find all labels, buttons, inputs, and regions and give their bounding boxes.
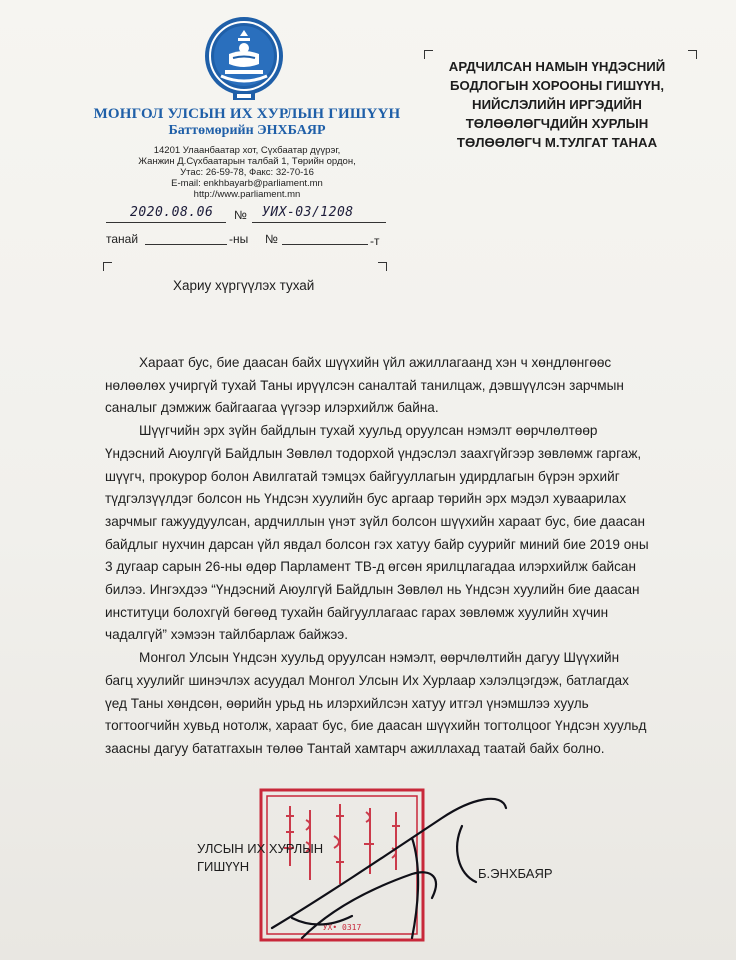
body-line: нөлөөлөх учиргүй тухай Таны ирүүлсэн саналтай танилцаж, дэвшүүлсэн зарчмын xyxy=(105,377,624,393)
reply-mid: -ны xyxy=(229,232,249,246)
body-line: саналыг дэмжиж байгаагаа үүгээр илэрхийлж байна. xyxy=(105,400,439,416)
signatory-name: Б.ЭНХБАЯР xyxy=(478,866,553,881)
body-line: Шүүгчийн эрх зүйн байдлын тухай хуульд оруулсан нэмэлт өөрчлөлтөөр xyxy=(105,423,598,439)
address-line: Жанжин Д.Сүхбаатарын талбай 1, Төрийн ордон, xyxy=(138,156,356,167)
recipient-line: НИЙСЛЭЛИЙН ИРГЭДИЙН xyxy=(472,97,642,112)
reply-number-label: № xyxy=(265,232,278,246)
body-line: билээ. Ингэхдээ “Үндэсний Аюулгүй Байдлын Зөвлөл нь Үндсэн хуулийн бие даасан xyxy=(105,582,640,598)
recipient-line: ТӨЛӨӨЛӨГЧ М.ТУЛГАТ ТАНАА xyxy=(456,135,658,150)
body-line: 3 дугаар сарын 26-ны өдөр Парламент ТВ-д өгсөн ярилцлагадаа илэрхийлж байсан xyxy=(105,559,636,575)
number-underline xyxy=(252,222,386,223)
body-line: Үндэсний Аюулгүй Байдлын Зөвлөл тодорхой үндэслэл заахгүйгээр зөвлөмж гаргаж, xyxy=(105,445,642,461)
reply-number-underline xyxy=(282,244,368,245)
recipient-line: БОДЛОГЫН ХОРООНЫ ГИШҮҮН, xyxy=(449,78,665,93)
reply-prefix: танай xyxy=(106,232,139,246)
number-label: № xyxy=(234,208,247,222)
body-line: үед Таны хөндсөн, өөрийн урьд нь илэрхийлсэн хатуу итгэл үнэмшлээ хууль xyxy=(105,695,589,711)
corner-mark xyxy=(378,262,387,271)
body-line: түдгэлзүүлдэг болсон нь Үндсэн хуулийн бус аргаар төрийн эрх мэдэл хуваарилах xyxy=(105,491,627,507)
letter-body xyxy=(105,352,695,761)
body-line: байдлыг нухчин дарсан үйл явдал болсон гэх хатуу байр суурийг миний бие 2019 оны xyxy=(105,536,649,552)
state-emblem-icon xyxy=(203,14,285,104)
address-line: 14201 Улаанбаатар хот, Сүхбаатар дүүрэг, xyxy=(153,145,341,156)
body-line: багц хуулийг шинэчлэх асуудал Монгол Улсын Их Хурлаар хэлэлцэгдэж, батлагдах xyxy=(105,672,629,688)
recipient-line: АРДЧИЛСАН НАМЫН ҮНДЭСНИЙ xyxy=(448,59,666,74)
body-line: Хараат бус, бие даасан байх шүүхийн үйл ажиллагаанд хэн ч хөндлөнгөөс xyxy=(105,355,612,370)
reply-date-underline xyxy=(145,244,227,245)
outgoing-number: УИХ-03/1208 xyxy=(262,205,354,220)
body-line: зарчмыг гажуудуулсан, ардчиллын үнэт зүйл болсон шүүхийн хараат бус, бие даасан xyxy=(105,513,646,529)
recipient-line: ТӨЛӨӨЛӨГЧДИЙН ХУРЛЫН xyxy=(465,116,649,131)
body-line: заасны дагуу бататгахын төлөө Тантай хамтарч ажиллахад таатай байх болно. xyxy=(105,740,605,756)
body-paragraph xyxy=(105,352,695,420)
body-line: тогтоогчийн хувьд нотолж, хараат бус, бие даасан шүүхийн тогтолцоог Үндсэн хуульд xyxy=(105,718,647,734)
svg-text:УХ• 0317: УХ• 0317 xyxy=(322,923,362,932)
date-underline xyxy=(106,222,226,223)
corner-mark xyxy=(688,50,697,59)
signatory-title-line: ГИШҮҮН xyxy=(197,859,250,874)
corner-mark xyxy=(103,262,112,271)
body-line: институци болохгүй бөгөөд тухайн байгууллагаас гарах зөвлөмж хуулийн хүчин xyxy=(105,604,609,620)
body-line: чадалгүй” хэмээн тайлбарлаж байжээ. xyxy=(105,627,348,643)
reply-suffix: -т xyxy=(370,234,380,248)
outgoing-date: 2020.08.06 xyxy=(130,205,214,220)
website-line: http://www.parliament.mn xyxy=(193,189,301,200)
signatory-title-line: УЛСЫН ИХ ХУРЛЫН xyxy=(197,841,324,856)
recipient-block xyxy=(432,57,682,152)
org-title: МОНГОЛ УЛСЫН ИХ ХУРЛЫН ГИШҮҮН xyxy=(93,106,401,122)
body-paragraph xyxy=(105,647,695,761)
email-line: E-mail: enkhbayarb@parliament.mn xyxy=(171,178,323,189)
handwritten-signature xyxy=(262,778,512,948)
body-paragraph xyxy=(105,420,695,647)
body-line: Монгол Улсын Үндсэн хуульд оруулсан нэмэлт, өөрчлөлтийн дагуу Шүүхийн xyxy=(105,650,620,666)
letter-subject: Хариу хүргүүлэх тухай xyxy=(173,278,315,293)
phone-fax-line: Утас: 26-59-78, Факс: 32-70-16 xyxy=(180,167,314,178)
member-name: Баттөмөрийн ЭНХБАЯР xyxy=(168,123,326,138)
body-line: шүүгч, прокурор болон Авилгатай тэмцэх байгууллагын удирдлагын бүрэн эрхийг xyxy=(105,468,620,484)
